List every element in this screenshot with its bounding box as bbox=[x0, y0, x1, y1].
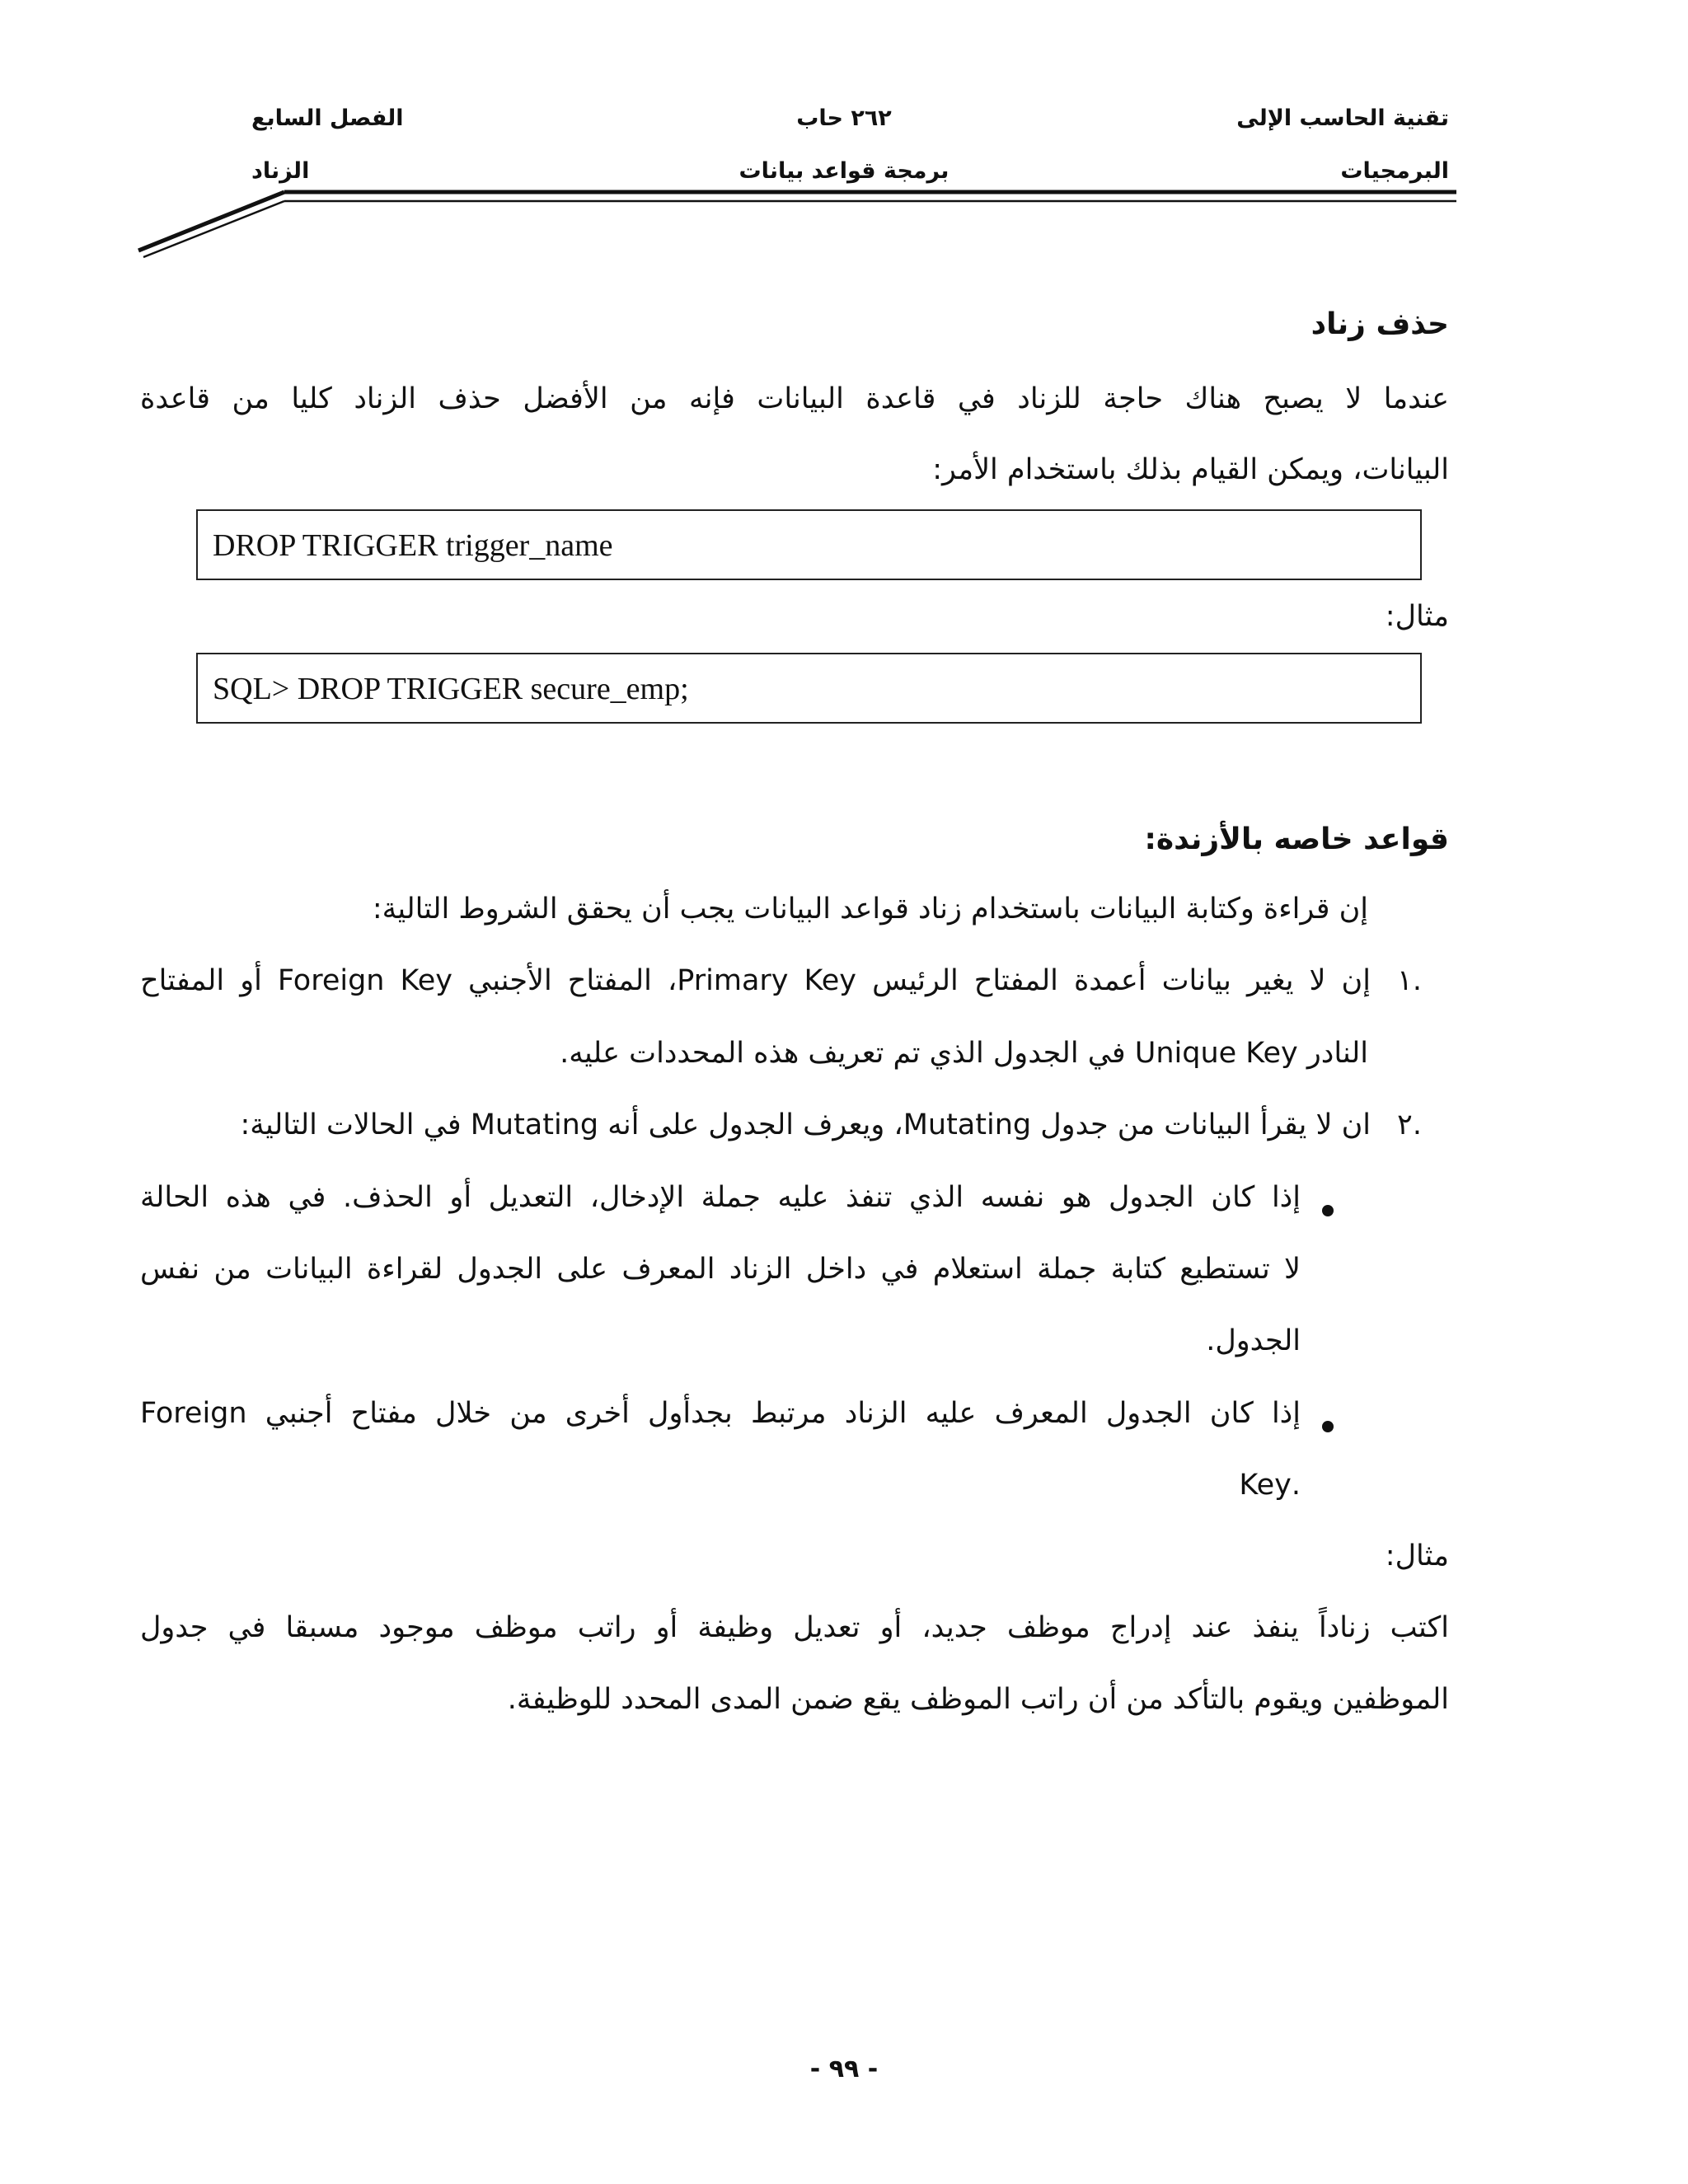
page-number: - ٩٩ - bbox=[809, 2055, 879, 2083]
list-item-line: ان لا يقرأ البيانات من جدول Mutating، ويعرف الجدول على أنه Mutating في الحالات التالية: bbox=[240, 1108, 1371, 1141]
bullet-icon bbox=[1322, 1205, 1334, 1216]
header-course-code: ٢٦٢ حاب bbox=[796, 105, 892, 131]
header-department: البرمجيات bbox=[1340, 158, 1449, 184]
bullet-line: الجدول. bbox=[1206, 1324, 1301, 1357]
bullet-line: .Key bbox=[1239, 1469, 1301, 1502]
bullet-line: لا تستطيع كتابة جملة استعلام في داخل الزناد المعرف على الجدول لقراءة البيانات من نفس bbox=[140, 1253, 1301, 1286]
bullet-line: إذا كان الجدول هو نفسه الذي تنفذ عليه جملة الإدخال، التعديل أو الحذف. في هذه الحالة bbox=[140, 1181, 1301, 1214]
section-title-drop-trigger: حذف زناد bbox=[1311, 307, 1449, 341]
bullet-icon bbox=[1322, 1421, 1334, 1432]
header-rule bbox=[0, 0, 1688, 272]
paragraph-line: عندما لا يصبح هناك حاجة للزناد في قاعدة البيانات فإنه من الأفضل حذف الزناد كليا من قاعدة bbox=[140, 382, 1449, 415]
example-line: الموظفين ويقوم بالتأكد من أن راتب الموظف يقع ضمن المدى المحدد للوظيفة. bbox=[507, 1683, 1449, 1716]
code-box-example: SQL> DROP TRIGGER secure_emp; bbox=[196, 653, 1422, 724]
list-number: .٢ bbox=[1397, 1108, 1422, 1141]
section-title-trigger-rules: قواعد خاصه بالأزندة: bbox=[1144, 823, 1449, 856]
code-box-syntax: DROP TRIGGER trigger_name bbox=[196, 509, 1422, 580]
header-chapter: الفصل السابع bbox=[251, 105, 404, 131]
header-course: تقنية الحاسب الإلى bbox=[1236, 105, 1449, 131]
list-number: .١ bbox=[1397, 964, 1422, 997]
header-course-title: برمجة قواعد بيانات bbox=[738, 158, 950, 184]
header-chapter-title: الزناد bbox=[251, 158, 310, 184]
example-label: مثال: bbox=[1385, 600, 1449, 633]
example-label: مثال: bbox=[1385, 1540, 1449, 1572]
bullet-line: إذا كان الجدول المعرف عليه الزناد مرتبط بجدأول أخرى من خلال مفتاح أجنبي Foreign bbox=[140, 1397, 1301, 1430]
example-line: اكتب زناداً ينفذ عند إدراج موظف جديد، أو تعديل وظيفة أو راتب موظف موجود مسبقا في جدول bbox=[140, 1611, 1449, 1644]
list-item-line: النادر Unique Key في الجدول الذي تم تعريف هذه المحددات عليه. bbox=[560, 1037, 1368, 1070]
intro-line: إن قراءة وكتابة البيانات باستخدام زناد قواعد البيانات يجب أن يحقق الشروط التالية: bbox=[372, 893, 1368, 926]
paragraph-line: البيانات، ويمكن القيام بذلك باستخدام الأمر: bbox=[932, 453, 1449, 486]
list-item-line: إن لا يغير بيانات أعمدة المفتاح الرئيس Primary Key، المفتاح الأجنبي Foreign Key أو المفتاح bbox=[140, 964, 1371, 997]
